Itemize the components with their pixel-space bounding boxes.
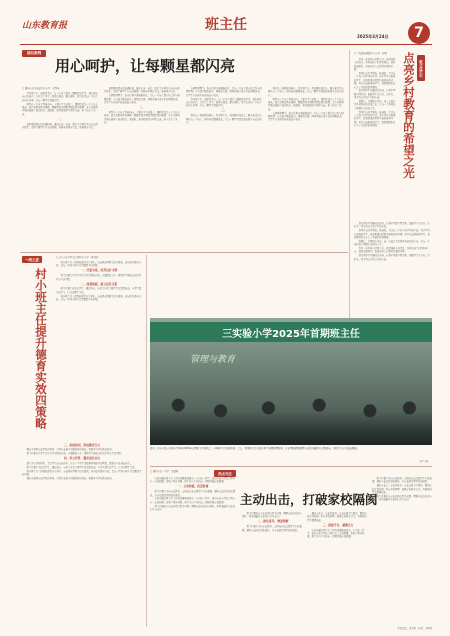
byline-article1: □ 滕州市北辛街道中心小学 薛秀坤 bbox=[22, 87, 60, 90]
article2-col1: 村小班主任工作面临着留守儿童多、家庭教育薄弱等诸多挑战。如何提升德育实效，是每一位村小班主任需要思考的问题。 一、以爱为基，培养良好习惯 班主任要关注学生日常行为习惯的养成，从细微处入手，帮助学生形成良好的学习与生活习惯。 二、加强沟通，建立信任关系 班主任要主动走近学生，通过谈心、家访等方式了解学生的思想动态，与学生建立起平等、信任的师生关系。 村小班主任工作面临着留守儿童多、家庭教育薄弱等诸多挑战。如何提升德育实效，是每一位村小班主任需要思考的问题。 bbox=[56, 261, 141, 302]
photo-caption: 近日，枣庄市第三实验小学举办2025年首期班主任培训会，全体班主任参加培训。会上，优秀班主任代表分享了班级管理经验，专家围绕班级管理与家校沟通进行专题讲座，为班主任专业成长赋能。 bbox=[150, 447, 360, 450]
article4-col4: 班主任要主动与家长联系，定期向家长反馈学生在校表现，倾听家长的意见和建议，让家长感受到学校的诚意。 通过家长会、家长开放日、家长志愿者等形式，邀请家长走进校园，参与学校管理，凝聚家校教育合力，共同促进学生健康成长。 班主任要站在家长的角度思考问题，理解家长的焦虑与期待，用真诚赢得家长的信任与支持。 bbox=[372, 477, 432, 502]
header-rule bbox=[20, 44, 432, 45]
tag-teacher-notes: 班主任手记 bbox=[417, 55, 425, 81]
photo-calligraphy: 管理与教育 bbox=[190, 355, 236, 365]
tag-hot-topic: 热点关注 bbox=[214, 470, 236, 477]
divider-lower bbox=[150, 466, 432, 467]
article1-col3: 在班级管理中，我实行班干部轮换制度，让每一个孩子都有机会参与班级管理，在实践中锻炼能力、增强责任感。同时开展丰富多彩的班级活动，让学生在活动中收获成长与快乐。 作为班主任，我始终坚信，每一个孩子都是一颗独特的星星，都有属于自己的光芒。在日常工作中，我用心观察、耐心倾听，努力走进每一个孩子的内心世界，让每一颗星星都能闪亮。 三、 教育是一场温暖的修行。作为班主任，我将继续用爱心、耐心和责任心呵护每一个孩子，陪伴他们健康成长，让每一颗星星都绽放出属于自己的光芒。 bbox=[186, 87, 262, 125]
headline-rural-education-hope: 点亮乡村教育的希望之光 bbox=[402, 52, 416, 179]
article2-col-bottom: 三、家校协同，形成教育合力 要充分发挥家长学校的作用，引导家长树立正确的教育观念，积极参与学校教育活动。 班主任要关注学生日常行为习惯的养成，从细微处入手，帮助学生形成良好的学习与生活习惯。 四、多元评价，激发成长动力 建立多元评价体系，关注学生的点滴进步，让每一个学生都能体验到成功的喜悦，激发其内在成长动力。 班主任要主动走近学生，通过谈心、家访等方式了解学生的思想动态，与学生建立起平等、信任的师生关系。 村小班主任工作面临着留守儿童多、家庭教育薄弱等诸多挑战。如何提升德育实效，是每一位村小班主任需要思考的问题。 要充分发挥家长学校的作用，引导家长树立正确的教育观念，积极参与学校教育活动。 bbox=[22, 442, 142, 480]
footer-editor-credits: 本版责编：崔青青 校对：李珂琪 bbox=[397, 627, 432, 630]
divider-article2-right bbox=[146, 255, 147, 627]
article3-col1: 作为一名乡村小学班主任，我深知肩上的责任。乡村的孩子们淳朴善良，他们渴望知识，渴望走出大山看看外面的世界。 我坚持每天早到校、晚离校，关注每一个孩子的学习和生活。对于学习有困难的学生，我利用课余时间为他们辅导功课；对于家庭困难的学生，我积极联系爱心人士为他们提供帮助。 我带领学生开展阅读活动，在教室里建立图书角，鼓励学生多读书、读好书，用书香点亮孩子们的心灵。 我相信，只要用心付出，就一定能点亮乡村教育的希望之光，让每一个乡村孩子都拥有出彩的人生。 我坚持每天早到校、晚离校，关注每一个孩子的学习和生活。对于学习有困难的学生，我利用课余时间为他们辅导功课；对于家庭困难的学生，我积极联系爱心人士为他们提供帮助。 bbox=[354, 58, 396, 128]
article4-col2: 班主任要站在家长的角度思考问题，理解家长的焦虑与期待，用真诚赢得家长的信任与支持。 二、换位思考，增进理解 班主任要主动与家长联系，定期向家长反馈学生在校表现，倾听家长的意见和建议，让家长感受到学校的诚意。 bbox=[242, 512, 302, 532]
article1-col1: 作为班主任，我始终坚信，每一个孩子都是一颗独特的星星，都有属于自己的光芒。在日常工作中，我用心观察、耐心倾听，努力走进每一个孩子的内心世界，让每一颗星星都能闪亮。 班里有一个孩子性格内向，上课从不主动发言，课间也总是一个人待在角落。我注意到他喜欢画画，便邀请他为班级黑板报设计插图，并在全班同学面前表扬了他的作品。渐渐地，他开始愿意与同学交流，脸上也有了笑容。 一、 我积极搭建家校沟通桥梁，通过家访、电话、微信等多种方式与家长保持联系，及时了解学生在家的表现，共同商讨教育方法，形成教育合力。 bbox=[22, 92, 98, 130]
article1-col4: 教育是一场温暖的修行。作为班主任，我将继续用爱心、耐心和责任心呵护每一个孩子，陪伴他们健康成长，让每一颗星星都绽放出属于自己的光芒。 班里有一个孩子性格内向，上课从不主动发言，课间也总是一个人待在角落。我注意到他喜欢画画，便邀请他为班级黑板报设计插图，并在全班同学面前表扬了他的作品。渐渐地，他开始愿意与同学交流，脸上也有了笑容。 在班级管理中，我实行班干部轮换制度，让每一个孩子都有机会参与班级管理，在实践中锻炼能力、增强责任感。同时开展丰富多彩的班级活动，让学生在活动中收获成长与快乐。 bbox=[268, 87, 344, 122]
byline-article2: □ 枣庄市山亭区北庄镇中心小学 褚洪敏 bbox=[56, 256, 98, 259]
photo-banner: 三实验小学2025年首期班主任 bbox=[150, 322, 432, 342]
article4-col3: 通过家长会、家长开放日、家长志愿者等形式，邀请家长走进校园，参与学校管理，凝聚家校教育合力，共同促进学生健康成长。 三、搭建平台，凝聚合力 家校沟通是班主任工作的重要组成部分。在实际工作中，部分家长与学校之间存在一定的隔阂，影响了教育效果。班主任应主动出击，积极打破家校隔阂。 bbox=[307, 512, 367, 539]
section-title: 班主任 bbox=[205, 17, 247, 33]
page-number-badge: 7 bbox=[408, 22, 430, 44]
headline-village-teacher-strategies: 村小班主任提升德育实效四策略 bbox=[34, 268, 48, 429]
audience-silhouettes bbox=[150, 388, 432, 445]
article1-col2: 我积极搭建家校沟通桥梁，通过家访、电话、微信等多种方式与家长保持联系，及时了解学生在家的表现，共同商讨教育方法，形成教育合力。 在班级管理中，我实行班干部轮换制度，让每一个孩子都有机会参与班级管理，在实践中锻炼能力、增强责任感。同时开展丰富多彩的班级活动，让学生在活动中收获成长与快乐。 二、 班里有一个孩子性格内向，上课从不主动发言，课间也总是一个人待在角落。我注意到他喜欢画画，便邀请他为班级黑板报设计插图，并在全班同学面前表扬了他的作品。渐渐地，他开始愿意与同学交流，脸上也有了笑容。 bbox=[104, 87, 180, 125]
byline-article3: □ 兰陵县向城镇中心小学 崔晓 bbox=[354, 52, 387, 55]
divider-mid bbox=[20, 252, 348, 253]
issue-date: 2025年3月24日 bbox=[357, 34, 389, 39]
article3-col2: 我带领学生开展阅读活动，在教室里建立图书角，鼓励学生多读书、读好书，用书香点亮孩子们的心灵。 我坚持每天早到校、晚离校，关注每一个孩子的学习和生活。对于学习有困难的学生，我利用课余时间为他们辅导功课；对于家庭困难的学生，我积极联系爱心人士为他们提供帮助。 我相信，只要用心付出，就一定能点亮乡村教育的希望之光，让每一个乡村孩子都拥有出彩的人生。 作为一名乡村小学班主任，我深知肩上的责任。乡村的孩子们淳朴善良，他们渴望知识，渴望走出大山看看外面的世界。 我带领学生开展阅读活动，在教室里建立图书角，鼓励学生多读书、读好书，用书香点亮孩子们的心灵。 bbox=[354, 222, 430, 261]
masthead-logo: 山东教育报 bbox=[22, 21, 68, 31]
training-photo bbox=[150, 318, 432, 445]
divider-article1-right bbox=[349, 50, 350, 340]
headline-break-home-school-barrier: 主动出击，打破家校隔阂 bbox=[240, 492, 378, 507]
tag-frontier-case: 前沿案例 bbox=[22, 50, 46, 57]
headline-care-every-star: 用心呵护，让每颗星都闪亮 bbox=[55, 57, 236, 75]
article4-col1: 家校沟通是班主任工作的重要组成部分。在实际工作中，部分家长与学校之间存在一定的隔阂，影响了教育效果。班主任应主动出击，积极打破家校隔阂。 一、主动沟通，拉近距离 班主任要主动与家长联系，定期向家长反馈学生在校表现，倾听家长的意见和建议，让家长感受到学校的诚意。 家校沟通是班主任工作的重要组成部分。在实际工作中，部分家长与学校之间存在一定的隔阂，影响了教育效果。班主任应主动出击，积极打破家校隔阂。 班主任要站在家长的角度思考问题，理解家长的焦虑与期待，用真诚赢得家长的信任与支持。 bbox=[150, 477, 235, 512]
tag-frontline: 一线之道 bbox=[22, 256, 42, 263]
byline-article4: □ 潍坊市第一中学 高建国 bbox=[150, 470, 179, 473]
photo-credit: （刘兰 摄） bbox=[417, 460, 430, 463]
